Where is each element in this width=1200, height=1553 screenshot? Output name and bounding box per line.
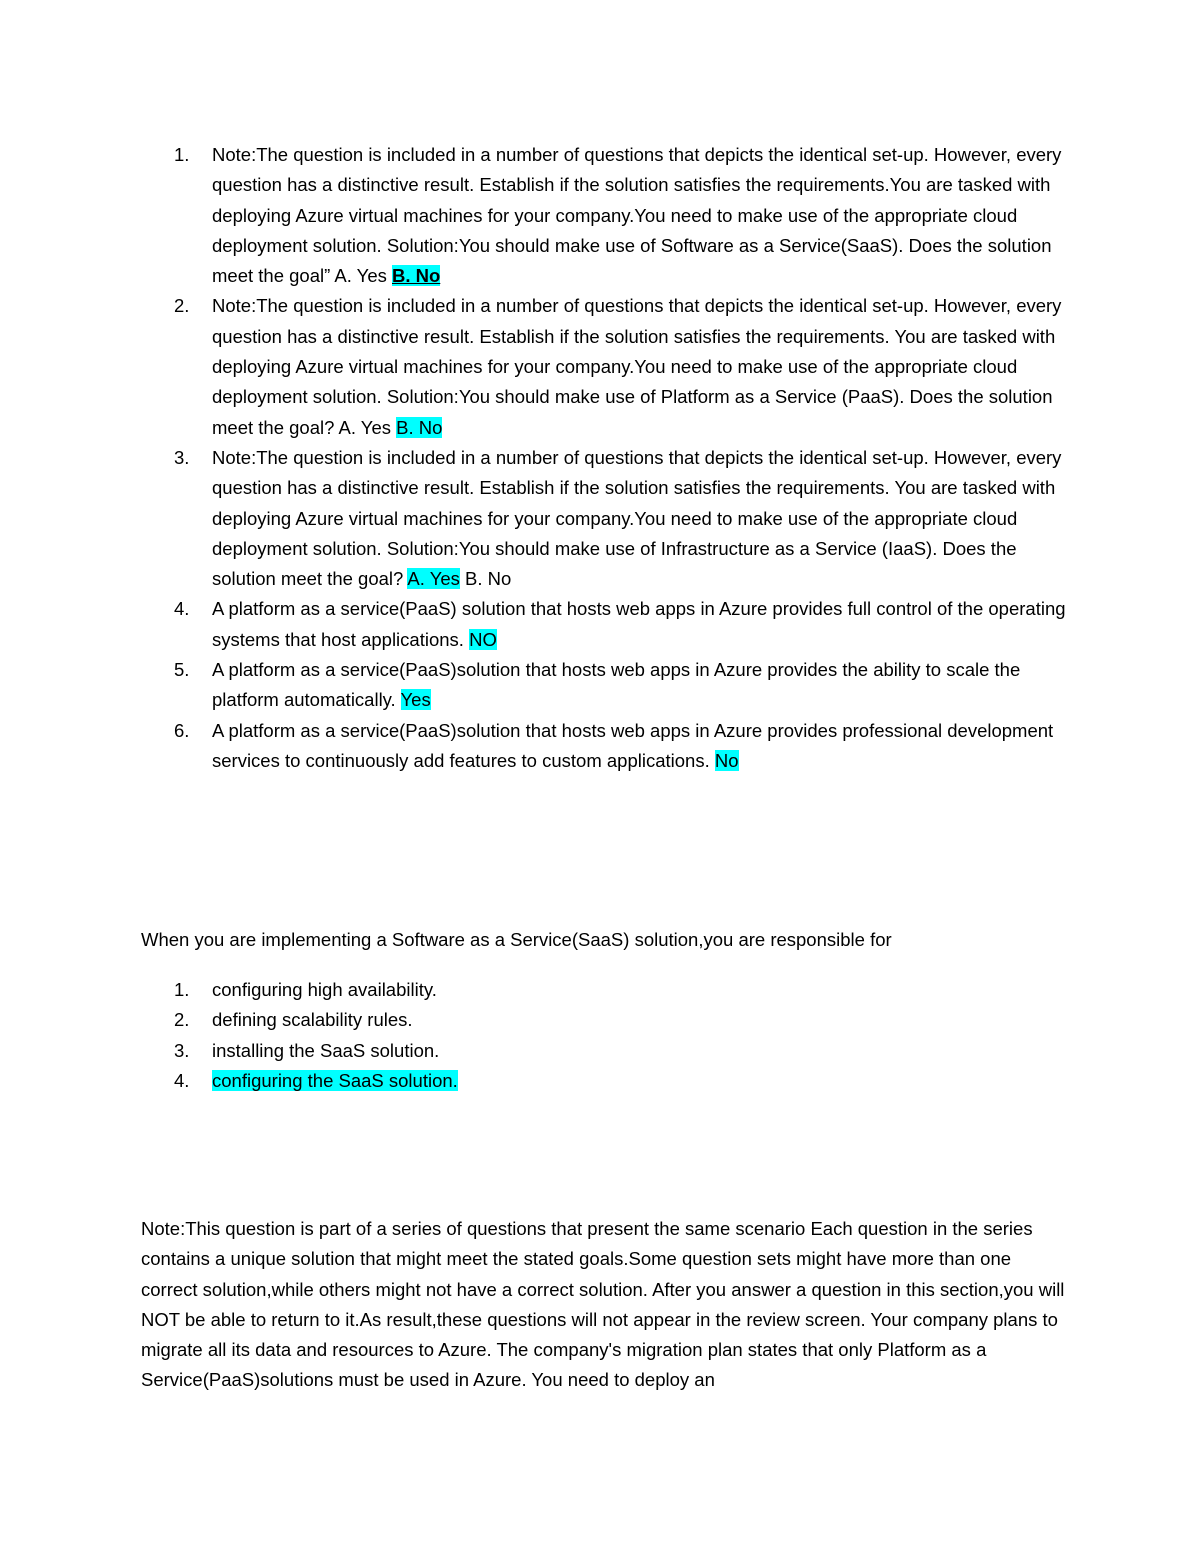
list-item	[141, 594, 1071, 655]
list-item	[141, 975, 1071, 1005]
list-number: 6.	[174, 719, 190, 741]
question-text: Note:The question is included in a number of questions that depicts the identical set-up. However, every question has a distinctive result. Establish if the solution satisfies the requirements. You are tasked with deploying Azure virtual machines for your company.You need to make use of the appropriate cloud deployment solution. Solution:You should make use of Infrastructure as a Service (IaaS). Does the solution meet the goal?	[212, 446, 1062, 590]
list-number: 5.	[174, 659, 190, 681]
option-a: A. Yes	[338, 416, 391, 438]
option-a: A. Yes	[334, 265, 387, 287]
closing-paragraph: Note:This question is part of a series of questions that present the same scenario Each question in the series contains a unique solution that might meet the stated goals.Some question sets might have more than one correct solution,while others might not have a correct solution. After you answer a question in this section,you will NOT be able to return to it.As result,these questions will not appear in the review screen. Your company plans to migrate all its data and resources to Azure. The company's migration plan states that only Platform as a Service(PaaS)solutions must be used in Azure. You need to deploy an	[141, 1218, 1065, 1391]
list-number: 1.	[174, 979, 190, 1000]
saas-options-list	[141, 975, 1071, 1096]
option-text: configuring high availability.	[212, 979, 437, 1000]
list-item	[141, 140, 1071, 291]
list-item	[141, 1036, 1071, 1066]
question-list	[141, 140, 1071, 776]
list-number: 4.	[174, 1069, 190, 1091]
question-text: Note:The question is included in a number of questions that depicts the identical set-up. However, every question has a distinctive result. Establish if the solution satisfies the requirements.You are tasked with deploying Azure virtual machines for your company.You need to make use of the appropriate cloud deployment solution. Solution:You should make use of Software as a Service(SaaS). Does the solution meet the goal”	[212, 144, 1062, 287]
saas-question-intro: When you are implementing a Software as a Service(SaaS) solution,you are responsible for	[141, 929, 892, 950]
answer-highlight: NO	[469, 628, 497, 650]
list-item	[141, 716, 1071, 777]
list-item	[141, 291, 1071, 442]
list-number: 3.	[174, 446, 190, 468]
list-number: 4.	[174, 598, 190, 620]
answer-highlight: B. No	[396, 416, 443, 438]
option-text: installing the SaaS solution.	[212, 1039, 440, 1061]
question-text: A platform as a service(PaaS) solution that hosts web apps in Azure provides full control of the operating systems that host applications.	[212, 598, 1066, 650]
question-text: A platform as a service(PaaS)solution that hosts web apps in Azure provides the ability to scale the platform automatically.	[212, 659, 1021, 711]
list-number: 1.	[174, 144, 190, 165]
list-number: 3.	[174, 1039, 190, 1061]
answer-highlight: A. Yes	[407, 568, 460, 590]
answer-highlight: configuring the SaaS solution.	[212, 1069, 458, 1091]
list-number: 2.	[174, 295, 190, 317]
list-item	[141, 443, 1071, 594]
question-text: Note:The question is included in a number of questions that depicts the identical set-up. However, every question has a distinctive result. Establish if the solution satisfies the requirements. You are tasked with deploying Azure virtual machines for your company.You need to make use of the appropriate cloud deployment solution. Solution:You should make use of Platform as a Service (PaaS). Does the solution meet the goal?	[212, 295, 1062, 438]
answer-highlight: Yes	[400, 689, 431, 711]
list-number: 2.	[174, 1009, 190, 1031]
option-b: B. No	[465, 568, 512, 590]
answer-highlight: B. No	[392, 265, 441, 287]
question-text: A platform as a service(PaaS)solution that hosts web apps in Azure provides professional development services to continuously add features to custom applications.	[212, 719, 1054, 771]
list-item	[141, 655, 1071, 716]
answer-highlight: No	[714, 749, 739, 771]
option-text: defining scalability rules.	[212, 1009, 413, 1031]
list-item	[141, 1066, 1071, 1096]
list-item	[141, 1005, 1071, 1035]
